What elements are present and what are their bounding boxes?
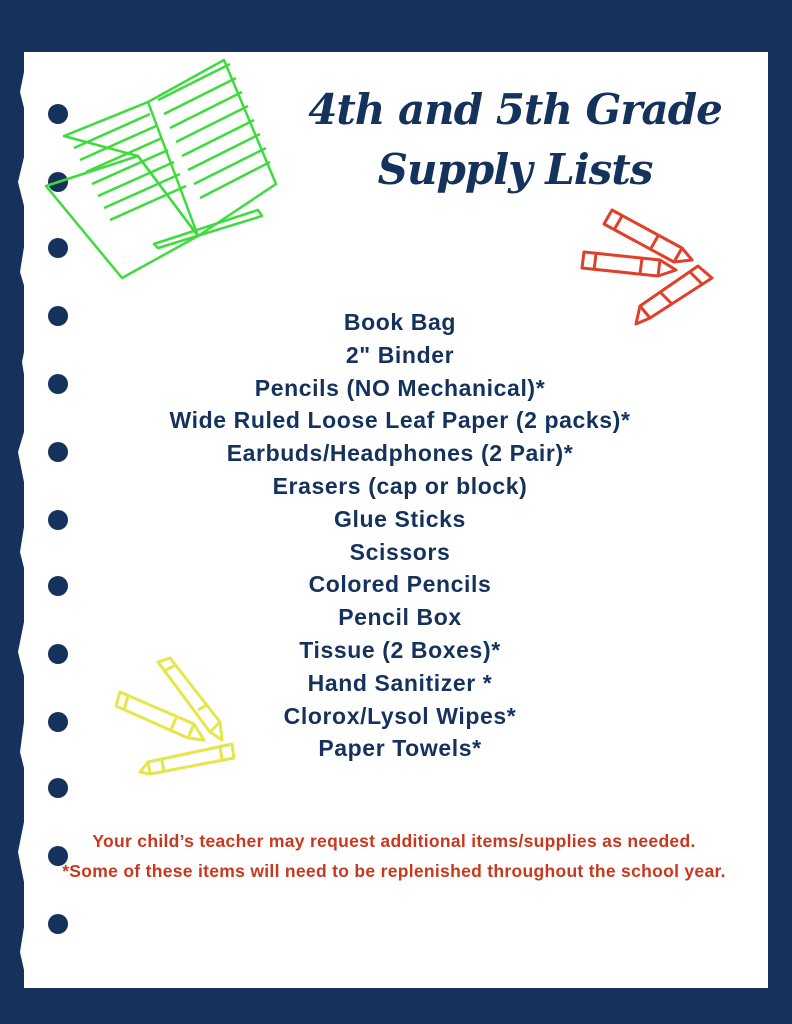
list-item: Hand Sanitizer *	[307, 669, 493, 696]
binder-hole	[48, 778, 68, 798]
list-item: Book Bag	[343, 309, 457, 335]
replenish-note: *Some of these items will need to be replenished throughout the school year.	[62, 861, 726, 881]
notes-section	[44, 826, 744, 886]
title-line-2: Supply Lists	[377, 145, 653, 194]
binder-hole	[48, 914, 68, 934]
list-item: Pencils (NO Mechanical)*	[254, 374, 546, 401]
list-item: Wide Ruled Loose Leaf Paper (2 packs)*	[169, 407, 631, 434]
list-item: Glue Sticks	[334, 505, 466, 532]
supply-list	[60, 306, 740, 765]
list-item: Earbuds/Headphones (2 Pair)*	[226, 440, 574, 467]
list-item: Scissors	[349, 538, 451, 565]
list-item: Tissue (2 Boxes)*	[299, 636, 501, 663]
list-item: Erasers (cap or block)	[272, 472, 528, 499]
list-item: Clorox/Lysol Wipes*	[283, 702, 517, 729]
teacher-note: Your child’s teacher may request additional items/supplies as needed.	[92, 831, 696, 851]
notebook-icon	[38, 56, 298, 286]
page-title	[290, 80, 740, 200]
list-item: Pencil Box	[338, 604, 462, 631]
title-line-1: 4th and 5th Grade	[308, 85, 722, 134]
list-item: 2" Binder	[345, 341, 455, 368]
list-item: Paper Towels*	[318, 735, 482, 762]
list-item: Colored Pencils	[308, 571, 492, 598]
